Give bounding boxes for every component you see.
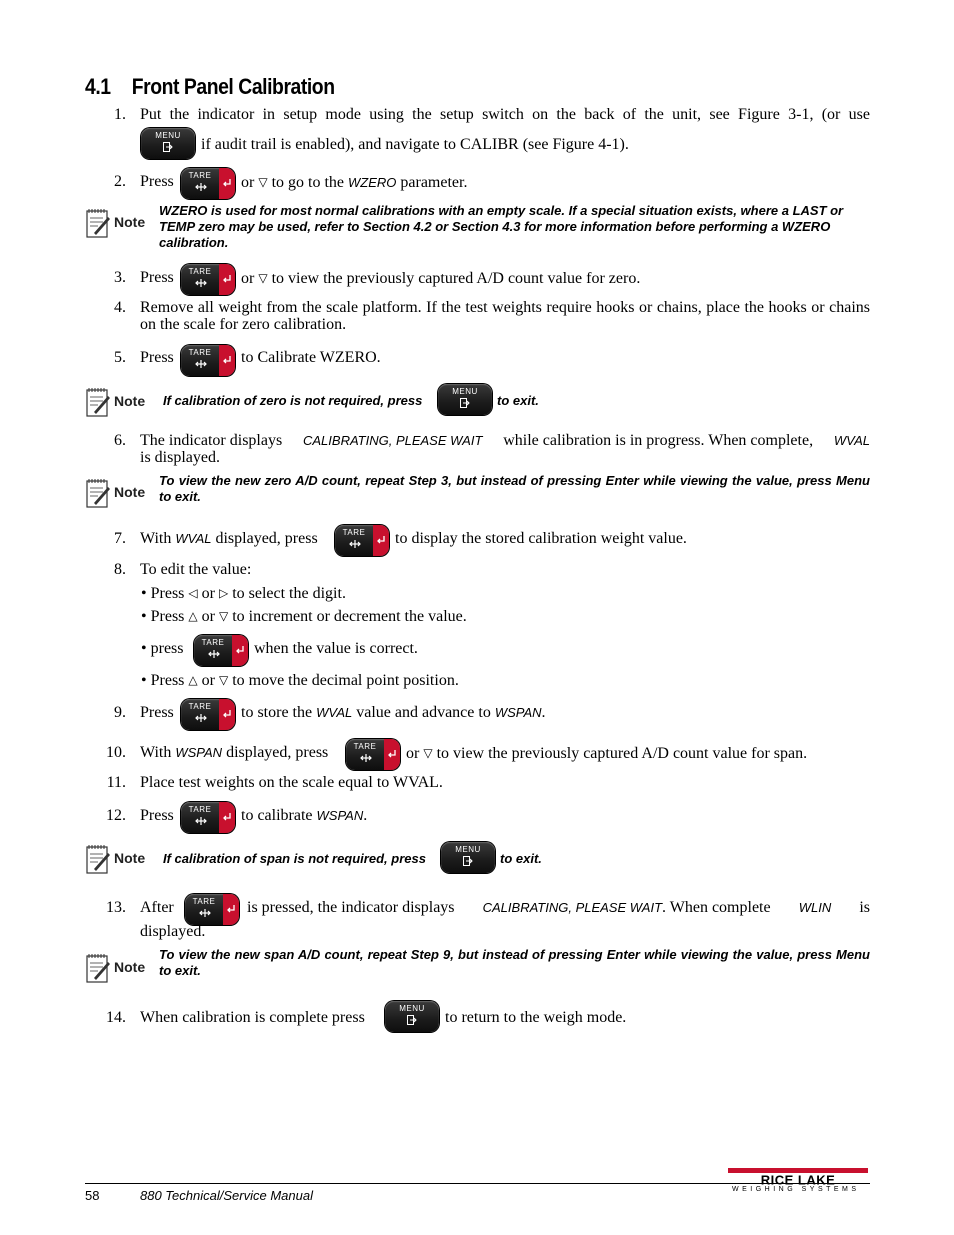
notepad-icon <box>86 387 110 417</box>
menu-key-label: MENU <box>399 1004 425 1013</box>
display-message: CALIBRATING, PLEASE WAIT <box>482 900 663 915</box>
step-number: 8. <box>114 561 126 578</box>
or-text: or <box>201 672 215 689</box>
notepad-icon <box>86 844 110 874</box>
enter-icon <box>375 534 387 546</box>
note-text: WZERO is used for most normal calibrations with an empty scale. If a special situation exists, where a LAST or TEMP zero may be used, refer to Section 4.2 or Section 4.3 for more information before performing a WZERO calibration. <box>159 203 844 250</box>
parameter-code: WSPAN <box>316 808 364 823</box>
step-text-part: value and advance to <box>356 704 491 721</box>
note-label: Note <box>114 484 146 500</box>
right-arrow-icon: ▷ <box>218 586 229 600</box>
step-text <box>140 530 318 548</box>
period: . <box>541 704 546 721</box>
down-arrow-icon: ▽ <box>218 609 229 623</box>
step-text-part: while calibration is in progress. When complete, <box>503 432 814 449</box>
step-text: Remove all weight from the scale platform. If the test weights require hooks or chains, place the hooks or chains on the scale for zero calibration. <box>140 299 870 333</box>
parameter-code: WSPAN <box>175 745 223 760</box>
bullet-text: when the value is correct. <box>254 640 418 657</box>
step-text-part: displayed, press <box>215 530 318 547</box>
bullet-text: press <box>150 640 184 657</box>
enter-icon <box>225 903 237 915</box>
tare-key <box>181 802 235 833</box>
step-text: After <box>140 899 174 916</box>
bullet-dot: • <box>141 672 147 689</box>
section-title: Front Panel Calibration <box>131 74 335 99</box>
step-text <box>406 744 807 763</box>
step-text: Press <box>140 349 174 366</box>
step-text-part: With <box>140 744 172 761</box>
display-message: CALIBRATING, PLEASE WAIT <box>303 433 483 448</box>
step-number: 3. <box>114 269 126 286</box>
tare-key <box>185 894 239 925</box>
or-text: or <box>406 745 420 762</box>
or-text: or <box>201 585 215 602</box>
step-text <box>241 704 546 722</box>
bullet-text: to move the decimal point position. <box>232 672 459 689</box>
note-text: If calibration of span is not required, press <box>163 851 426 866</box>
step-text: Press <box>140 807 174 824</box>
tare-key-label: TARE <box>188 171 212 180</box>
period: . <box>363 807 368 824</box>
bullet-dot: • <box>141 640 147 657</box>
rice-lake-logo <box>728 1168 868 1198</box>
exit-icon <box>163 142 173 152</box>
or-text: or <box>241 270 255 287</box>
note-text: If calibration of zero is not required, press <box>163 393 423 408</box>
parameter-code: WZERO <box>348 175 397 190</box>
step-text <box>241 807 367 825</box>
step-text-part: parameter. <box>400 174 468 191</box>
brand-subtitle: WEIGHING SYSTEMS <box>732 1186 860 1193</box>
menu-key <box>141 128 195 159</box>
zero-arrow-icon <box>195 278 207 288</box>
parameter-code: WVAL <box>175 531 212 546</box>
step-text: displayed. <box>140 923 206 940</box>
zero-arrow-icon <box>195 359 207 369</box>
bullet-item <box>141 584 346 603</box>
step-text: Press <box>140 173 174 190</box>
step-text: When calibration is complete press <box>140 1009 365 1026</box>
exit-icon <box>463 856 473 866</box>
bullet-item <box>141 607 467 626</box>
bullet-text: Press <box>150 672 185 689</box>
bullet-text: Press <box>150 608 185 625</box>
step-text: Press <box>140 704 174 721</box>
note-text: To view the new zero A/D count, repeat Step 3, but instead of pressing Enter while viewing the value, press Menu to exit. <box>159 473 870 504</box>
step-text-part: to view the previously captured A/D count value for span. <box>436 745 808 762</box>
enter-icon <box>221 811 233 823</box>
enter-icon <box>234 644 246 656</box>
tare-key <box>181 699 235 730</box>
tare-key-label: TARE <box>188 348 212 357</box>
exit-icon <box>407 1015 417 1025</box>
menu-key <box>438 384 492 415</box>
step-number: 1. <box>114 106 126 123</box>
section-heading <box>85 74 335 100</box>
tare-key <box>181 345 235 376</box>
parameter-code: WSPAN <box>494 705 542 720</box>
note-label: Note <box>114 393 146 409</box>
step-number: 12. <box>106 807 126 824</box>
step-text-part: With <box>140 530 172 547</box>
or-text: or <box>201 608 215 625</box>
manual-title: 880 Technical/Service Manual <box>140 1188 313 1203</box>
tare-key-label: TARE <box>188 702 212 711</box>
step-number: 10. <box>106 744 126 761</box>
step-text-part: to calibrate <box>241 807 313 824</box>
step-text: is displayed. <box>140 449 220 466</box>
parameter-code: WLIN <box>798 900 832 915</box>
bullet-dot: • <box>141 585 147 602</box>
note-text: to exit. <box>500 851 542 866</box>
svg-text:RICE LAKE: RICE LAKE <box>760 1172 836 1185</box>
brand-wordmark <box>728 1168 868 1185</box>
tare-key-label: TARE <box>342 528 366 537</box>
zero-arrow-icon <box>349 539 361 549</box>
step-number: 4. <box>114 299 126 316</box>
note-icon <box>84 953 148 987</box>
up-arrow-icon: △ <box>188 673 198 687</box>
step-text <box>241 269 640 288</box>
step-number: 7. <box>114 530 126 547</box>
step-number: 14. <box>106 1009 126 1026</box>
tare-key <box>346 739 400 770</box>
zero-arrow-icon <box>195 816 207 826</box>
tare-key-label: TARE <box>188 805 212 814</box>
menu-key-label: MENU <box>155 131 181 140</box>
bullet-item <box>141 640 184 658</box>
menu-key-label: MENU <box>452 387 478 396</box>
step-text-part: The indicator displays <box>140 432 283 449</box>
step-text <box>241 173 467 192</box>
enter-icon <box>221 354 233 366</box>
note-label: Note <box>114 959 146 975</box>
bullet-text: to select the digit. <box>232 585 346 602</box>
up-arrow-icon: △ <box>188 609 198 623</box>
menu-key <box>441 842 495 873</box>
step-text <box>247 899 870 917</box>
tare-key-label: TARE <box>188 267 212 276</box>
note-icon <box>84 478 148 512</box>
step-text-part: to view the previously captured A/D count value for zero. <box>271 270 641 287</box>
note-label: Note <box>114 850 146 866</box>
notepad-icon <box>86 478 110 508</box>
menu-key-label: MENU <box>455 845 481 854</box>
step-text-part: is pressed, the indicator displays <box>247 899 455 916</box>
step-number: 2. <box>114 173 126 190</box>
tare-key <box>194 635 248 666</box>
enter-icon <box>221 273 233 285</box>
zero-arrow-icon <box>195 713 207 723</box>
bullet-item <box>141 671 459 690</box>
tare-key <box>181 264 235 295</box>
down-arrow-icon: ▽ <box>258 271 268 285</box>
step-text: Press <box>140 269 174 286</box>
exit-icon <box>460 398 470 408</box>
section-number: 4.1 <box>85 74 111 99</box>
step-text-part: displayed, press <box>226 744 329 761</box>
step-text: to Calibrate WZERO. <box>241 349 381 366</box>
step-number: 9. <box>114 704 126 721</box>
zero-arrow-icon <box>199 908 211 918</box>
tare-key-label: TARE <box>201 638 225 647</box>
parameter-code: WVAL <box>316 705 353 720</box>
enter-icon <box>221 177 233 189</box>
step-number: 6. <box>114 432 126 449</box>
note-text: To view the new span A/D count, repeat Step 9, but instead of pressing Enter while viewing the value, press Menu to exit. <box>159 947 870 978</box>
down-arrow-icon: ▽ <box>218 673 229 687</box>
down-arrow-icon: ▽ <box>258 175 268 189</box>
notepad-icon <box>86 953 110 983</box>
page-number: 58 <box>85 1188 100 1203</box>
menu-key <box>385 1001 439 1032</box>
step-text: to return to the weigh mode. <box>445 1009 627 1026</box>
zero-arrow-icon <box>195 182 207 192</box>
step-number: 13. <box>106 899 126 916</box>
step-text-part: to store the <box>241 704 313 721</box>
step-text <box>140 432 870 450</box>
enter-icon <box>386 748 398 760</box>
tare-key <box>181 168 235 199</box>
bullet-text: to increment or decrement the value. <box>232 608 467 625</box>
or-text: or <box>241 174 255 191</box>
step-number: 5. <box>114 349 126 366</box>
zero-arrow-icon <box>208 649 220 659</box>
note-label: Note <box>114 214 146 230</box>
note-icon <box>84 208 148 242</box>
tare-key-label: TARE <box>192 897 216 906</box>
bullet-dot: • <box>141 608 147 625</box>
step-text-part: . When complete <box>662 899 771 916</box>
down-arrow-icon: ▽ <box>423 746 433 760</box>
step-text: Put the indicator in setup mode using the setup switch on the back of the unit, see Figure 3-1, (or use <box>140 106 870 123</box>
left-arrow-icon: ◁ <box>188 586 198 600</box>
bullet-text: Press <box>150 585 185 602</box>
tare-key-label: TARE <box>353 742 377 751</box>
note-icon <box>84 387 148 421</box>
step-text: to display the stored calibration weight value. <box>395 530 687 547</box>
step-text: To edit the value: <box>140 561 252 578</box>
step-text: Place test weights on the scale equal to WVAL. <box>140 774 443 791</box>
tare-key <box>335 525 389 556</box>
zero-arrow-icon <box>360 753 372 763</box>
note-text: to exit. <box>497 393 539 408</box>
step-text-part: to go to the <box>271 174 344 191</box>
step-text-part: is <box>859 899 870 916</box>
notepad-icon <box>86 208 110 238</box>
step-text: if audit trail is enabled), and navigate to CALIBR (see Figure 4-1). <box>201 136 629 153</box>
step-text <box>140 744 328 762</box>
parameter-code: WVAL <box>833 433 870 448</box>
note-icon <box>84 844 148 878</box>
enter-icon <box>221 708 233 720</box>
step-number: 11. <box>106 774 126 791</box>
